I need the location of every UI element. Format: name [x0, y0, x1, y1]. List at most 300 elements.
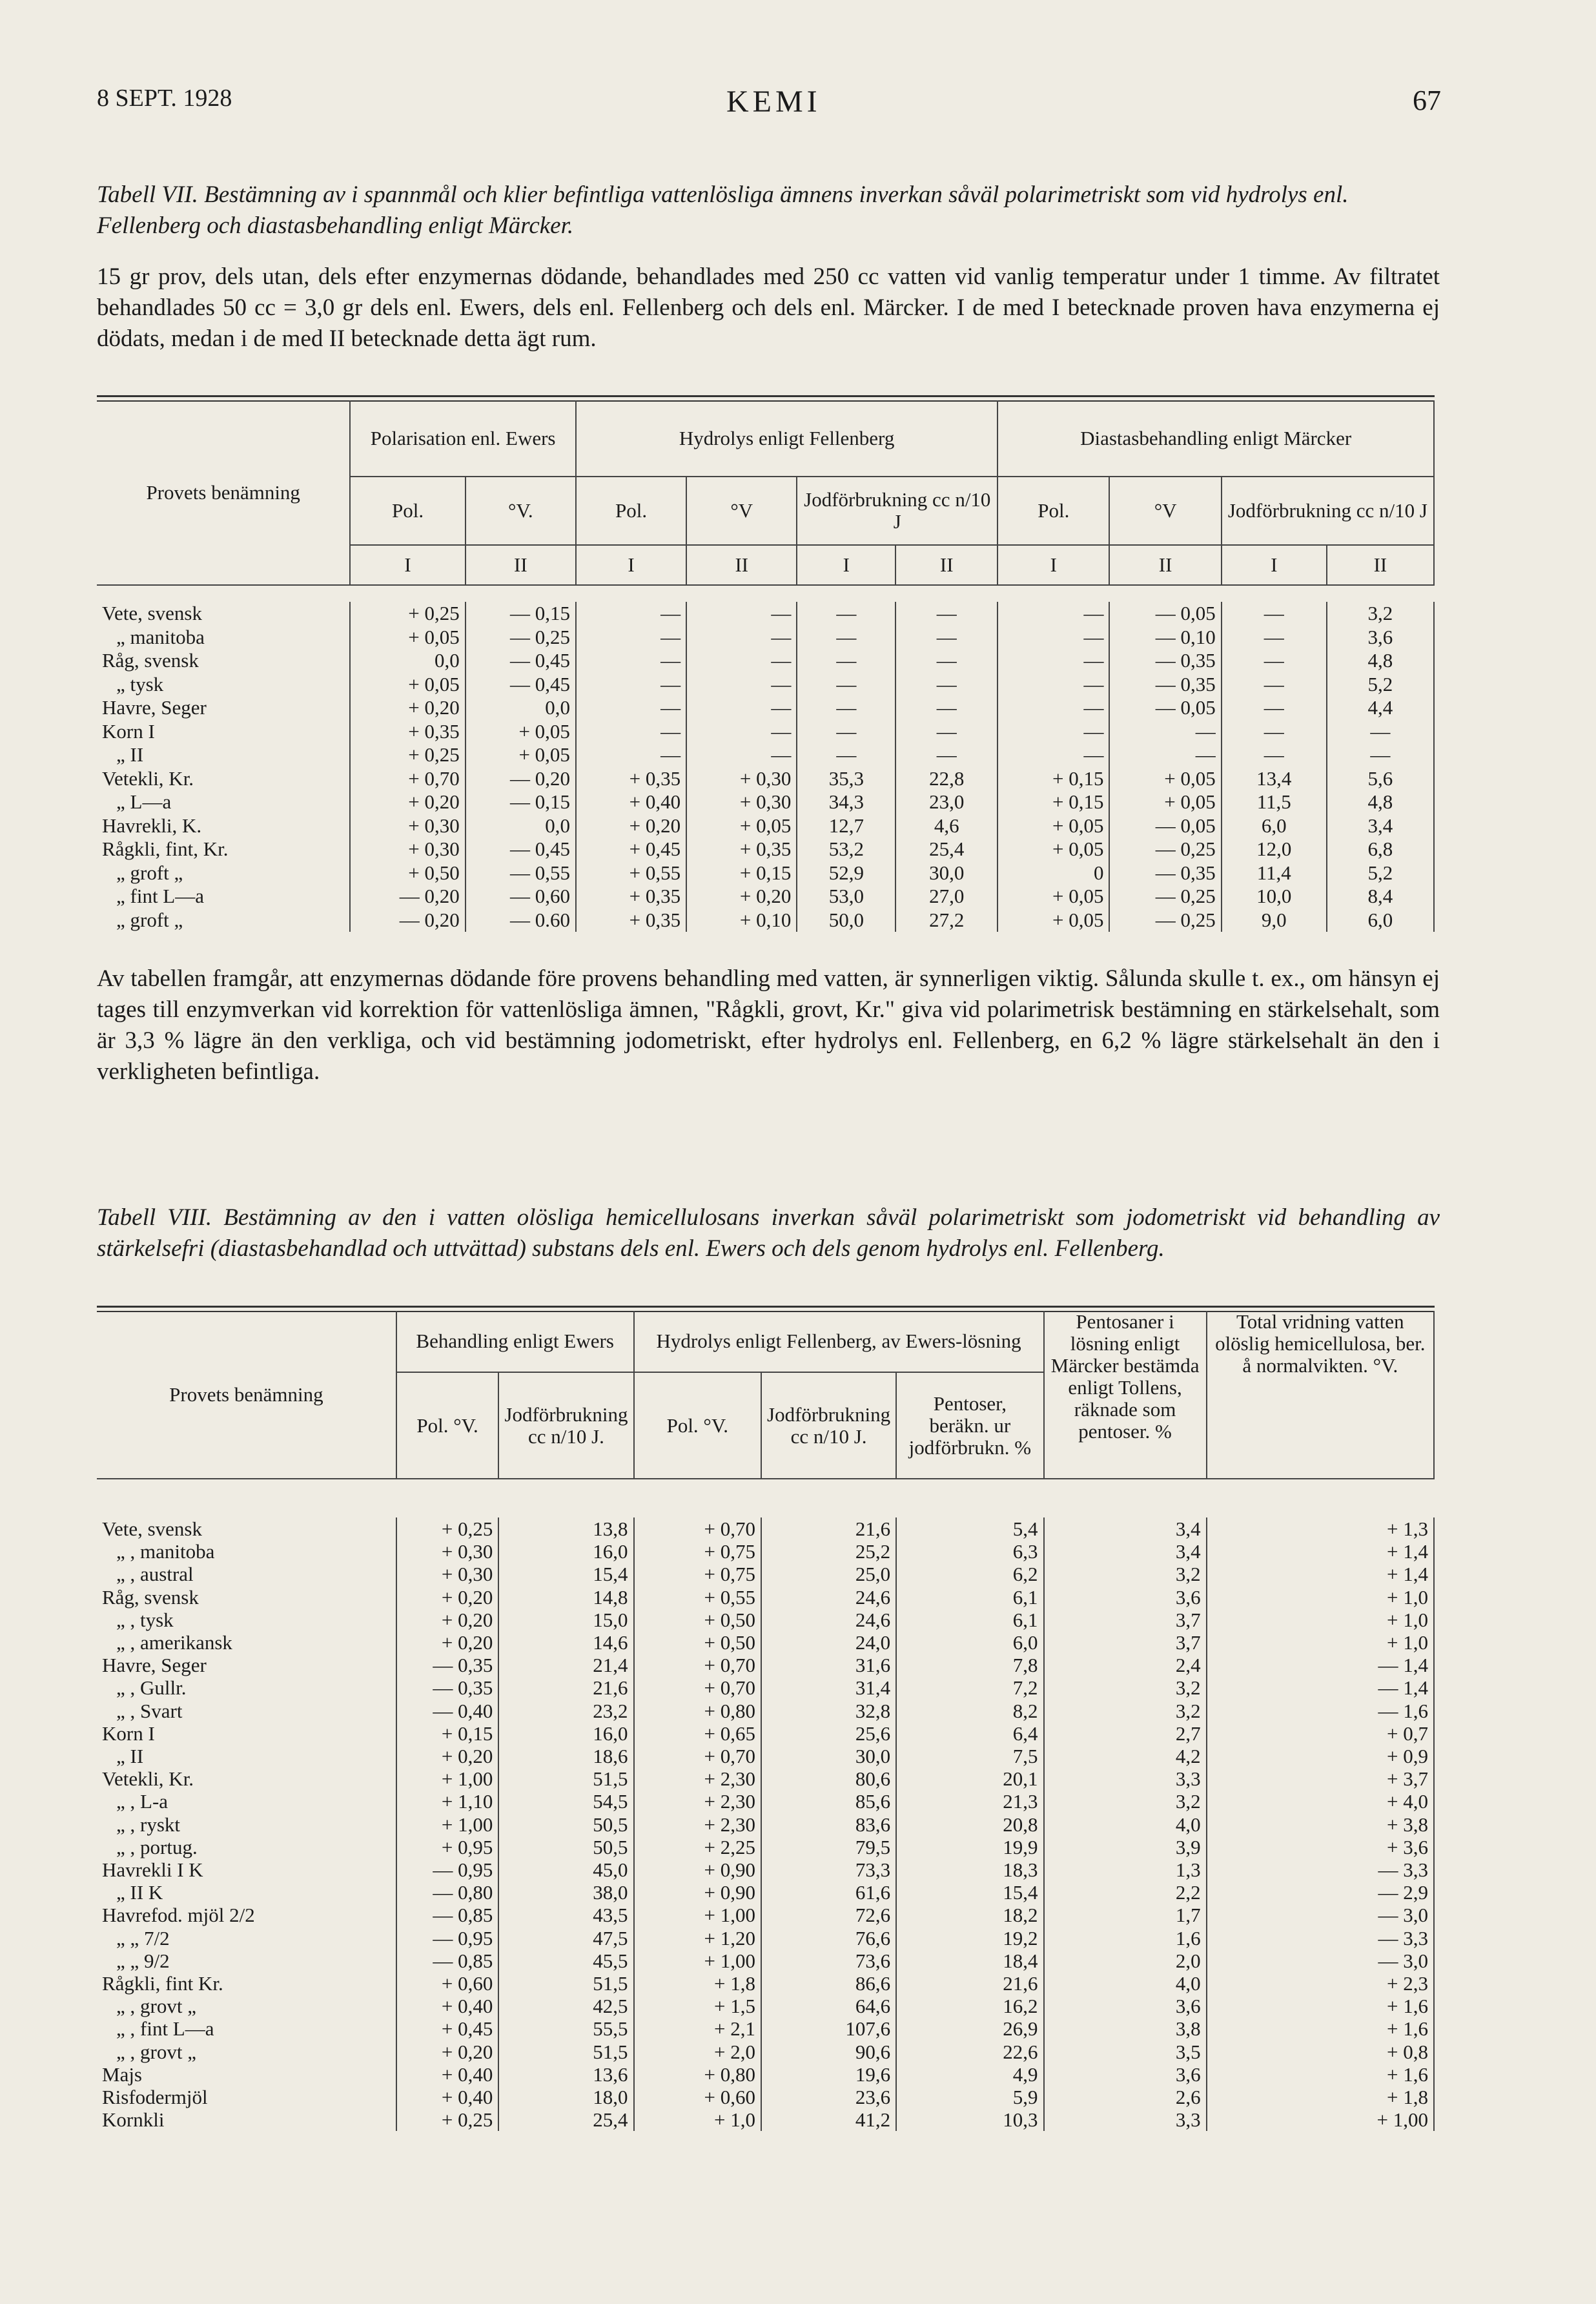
- table8-cell: + 0,15: [396, 1722, 499, 1745]
- table8-cell: 2,7: [1044, 1722, 1207, 1745]
- table7-row: [97, 838, 1434, 861]
- table7-row-name: Rågkli, fint, Kr.: [97, 838, 350, 861]
- table7-cell: + 0,30: [350, 814, 465, 838]
- table8-row: [97, 2108, 1434, 2131]
- table7-cell: — 0,10: [1109, 626, 1221, 650]
- table8-cell: + 0,95: [396, 1836, 499, 1858]
- table7-cell: + 0,50: [350, 861, 465, 885]
- table8-row: [97, 1927, 1434, 1949]
- table7-cell: + 0,40: [576, 790, 686, 814]
- table7-cell: —: [998, 626, 1109, 650]
- table7-cell: —: [1109, 720, 1221, 744]
- table8-cell: + 0,60: [396, 1972, 499, 1995]
- table8-row-name: Rågkli, fint Kr.: [97, 1972, 396, 1995]
- table8-cell: 18,2: [896, 1904, 1043, 1926]
- table8-cell: 3,3: [1044, 1767, 1207, 1790]
- table8-cell: 18,0: [498, 2086, 633, 2108]
- table8-sub-pentoser: Pentoser, beräkn. ur jodförbrukn. %: [896, 1372, 1043, 1479]
- table8-cell: 7,5: [896, 1745, 1043, 1767]
- table8-cell: — 0,40: [396, 1700, 499, 1722]
- table8-cell: 8,2: [896, 1700, 1043, 1722]
- table7-cell: + 0,05: [998, 909, 1109, 932]
- table8-cell: + 0,40: [396, 2063, 499, 2086]
- table8-cell: 21,6: [896, 1972, 1043, 1995]
- table7-cell: + 0,25: [350, 602, 465, 626]
- page-number: 67: [1413, 85, 1441, 116]
- table8-cell: + 0,40: [396, 2086, 499, 2108]
- table7-caption: Tabell VII. Bestämning av i spannmål och klier befintliga vattenlösliga ämnens inverkan såväl polarimetriskt som vid hydrolys enl. Fellenberg och diastasbehandling enligt Märcker.: [97, 181, 1349, 239]
- table8-sub-total: Total vridning vatten olöslig hemicellulosa, ber. å normalvikten. °V.: [1207, 1311, 1434, 1479]
- table7-sub-jod-2: Jodförbrukning cc n/10 J: [1222, 477, 1434, 545]
- table8-row: [97, 1609, 1434, 1631]
- table8-cell: + 0,65: [634, 1722, 761, 1745]
- table8-cell: 4,0: [1044, 1813, 1207, 1836]
- table7-cell: 23,0: [895, 790, 998, 814]
- table8-row-name: Kornkli: [97, 2108, 396, 2131]
- table8-row: [97, 1858, 1434, 1881]
- table8-sub-jod: Jodförbrukning cc n/10 J.: [498, 1372, 633, 1479]
- table8-cell: 3,7: [1044, 1609, 1207, 1631]
- table7-cell: + 0,20: [350, 696, 465, 720]
- table8-cell: + 0,80: [634, 2063, 761, 2086]
- table8-cell: 107,6: [761, 2017, 896, 2040]
- table7-roman: II: [466, 545, 576, 585]
- table7-cell: 4,6: [895, 814, 998, 838]
- table7-cell: 3,6: [1327, 626, 1434, 650]
- table8-cell: 76,6: [761, 1927, 896, 1949]
- table7-cell: —: [998, 673, 1109, 697]
- table8-cell: 6,1: [896, 1609, 1043, 1631]
- table7-col-name: Provets benämning: [97, 400, 350, 585]
- table8-row-name: „ II: [97, 1745, 396, 1767]
- table7-cell: + 0,10: [686, 909, 797, 932]
- table7-row-name: „ II: [97, 743, 350, 767]
- table8-cell: + 1,6: [1207, 2063, 1434, 2086]
- table8-cell: — 2,9: [1207, 1881, 1434, 1904]
- table8-cell: 6,2: [896, 1563, 1043, 1585]
- table7-cell: —: [797, 649, 895, 673]
- table8-row-name: „ , Svart: [97, 1700, 396, 1722]
- table7-row-name: „ groft „: [97, 861, 350, 885]
- table8-cell: — 0,85: [396, 1904, 499, 1926]
- table7-row-name: Havrekli, K.: [97, 814, 350, 838]
- table8-cell: 10,3: [896, 2108, 1043, 2131]
- table8-row: [97, 1904, 1434, 1926]
- table7-cell: 22,8: [895, 767, 998, 791]
- table8-cell: 19,6: [761, 2063, 896, 2086]
- table8-cell: + 0,8: [1207, 2041, 1434, 2063]
- table7-cell: —: [686, 720, 797, 744]
- table7-cell: —: [1222, 696, 1327, 720]
- table7-sub-v: °V.: [466, 477, 576, 545]
- table7-cell: 5,2: [1327, 861, 1434, 885]
- table8-cell: + 1,5: [634, 1995, 761, 2017]
- table7-sub-v-3: °V: [1109, 477, 1221, 545]
- table7-roman: II: [1327, 545, 1434, 585]
- table8-cell: 30,0: [761, 1745, 896, 1767]
- table8-row: [97, 1540, 1434, 1563]
- table8-row-name: Havre, Seger: [97, 1654, 396, 1676]
- table8-row: [97, 1836, 1434, 1858]
- table8-cell: 2,2: [1044, 1881, 1207, 1904]
- table7-cell: — 0,05: [1109, 602, 1221, 626]
- table7-cell: —: [1109, 743, 1221, 767]
- table7-cell: —: [797, 696, 895, 720]
- table7-cell: 52,9: [797, 861, 895, 885]
- table8-cell: + 1,0: [1207, 1609, 1434, 1631]
- table8-row-name: Korn I: [97, 1722, 396, 1745]
- table8-cell: + 0,70: [634, 1654, 761, 1676]
- table8-cell: + 0,20: [396, 2041, 499, 2063]
- table7-cell: — 0,05: [1109, 696, 1221, 720]
- table7-cell: — 0,25: [1109, 838, 1221, 861]
- table8-cell: 54,5: [498, 1790, 633, 1813]
- table7-cell: 3,4: [1327, 814, 1434, 838]
- table7-cell: — 0,20: [350, 909, 465, 932]
- table7-cell: —: [1222, 673, 1327, 697]
- table7-cell: + 0,35: [576, 909, 686, 932]
- table8-cell: 43,5: [498, 1904, 633, 1926]
- table7-row-name: „ L—a: [97, 790, 350, 814]
- table8-row: [97, 1722, 1434, 1745]
- table8-row: [97, 2086, 1434, 2108]
- table8-cell: 19,9: [896, 1836, 1043, 1858]
- table8-cell: + 0,25: [396, 2108, 499, 2131]
- table8-cell: 21,6: [761, 1517, 896, 1540]
- table7-cell: —: [686, 602, 797, 626]
- table7-group-polarisation: Polarisation enl. Ewers: [350, 400, 576, 477]
- table7-sub-pol-3: Pol.: [998, 477, 1109, 545]
- table7-cell: —: [686, 743, 797, 767]
- table8-col-name: Provets benämning: [97, 1311, 396, 1479]
- table8-cell: + 1,10: [396, 1790, 499, 1813]
- table8-cell: 25,2: [761, 1540, 896, 1563]
- table8-cell: + 0,90: [634, 1858, 761, 1881]
- table7-cell: + 0,45: [576, 838, 686, 861]
- table8-cell: 51,5: [498, 1972, 633, 1995]
- table7-roman: I: [576, 545, 686, 585]
- table7-cell: 6,8: [1327, 838, 1434, 861]
- table7-cell: —: [1327, 743, 1434, 767]
- table8-row: [97, 1813, 1434, 1836]
- table8-row: [97, 1700, 1434, 1722]
- table8-cell: 50,5: [498, 1836, 633, 1858]
- table7-cell: — 0,55: [466, 861, 576, 885]
- table8-cell: 32,8: [761, 1700, 896, 1722]
- table7-cell: + 0,05: [1109, 790, 1221, 814]
- table8-cell: — 0,95: [396, 1858, 499, 1881]
- table7-roman: I: [1222, 545, 1327, 585]
- table8-cell: + 1,0: [1207, 1631, 1434, 1654]
- table7-roman: II: [686, 545, 797, 585]
- table8-row: [97, 1881, 1434, 1904]
- table8-row-name: Råg, svensk: [97, 1586, 396, 1609]
- table8-cell: — 1,4: [1207, 1654, 1434, 1676]
- table8-cell: 73,3: [761, 1858, 896, 1881]
- table7-cell: 5,2: [1327, 673, 1434, 697]
- table8-cell: + 3,6: [1207, 1836, 1434, 1858]
- table8-cell: 25,6: [761, 1722, 896, 1745]
- table7-roman: I: [998, 545, 1109, 585]
- table8-row: [97, 1745, 1434, 1767]
- table8-cell: + 0,40: [396, 1995, 499, 2017]
- table7-cell: 5,6: [1327, 767, 1434, 791]
- table7-cell: + 0,25: [350, 743, 465, 767]
- table8-cell: + 3,7: [1207, 1767, 1434, 1790]
- table7-cell: —: [998, 649, 1109, 673]
- table7-row: [97, 602, 1434, 626]
- table7-cell: — 0,35: [1109, 649, 1221, 673]
- table8-cell: 21,6: [498, 1676, 633, 1699]
- table8-cell: + 0,30: [396, 1563, 499, 1585]
- table8-cell: 15,0: [498, 1609, 633, 1631]
- table8-cell: 3,2: [1044, 1790, 1207, 1813]
- table7-cell: 13,4: [1222, 767, 1327, 791]
- table8-cell: 42,5: [498, 1995, 633, 2017]
- table7-cell: — 0,20: [466, 767, 576, 791]
- table7-discussion: Av tabellen framgår, att enzymernas dödande före provens behandling med vatten, är synnerligen viktig. Sålunda skulle t. ex., om hänsyn ej tages till enzymverkan vid korrektion för vattenlösliga ämnen, "Rågkli, grovt, Kr." giva vid polarimetrisk bestämning en stärkelsehalt, som är 3,3 % lägre än den verkliga, och vid bestämning jodometriskt, efter hydrolys enl. Fellenberg, en 6,2 % lägre stärkelsehalt än den i verkligheten befintliga.: [97, 965, 1440, 1085]
- table8-cell: 16,0: [498, 1540, 633, 1563]
- table7-cell: + 0,05: [686, 814, 797, 838]
- table8-cell: + 2,0: [634, 2041, 761, 2063]
- table8-cell: 61,6: [761, 1881, 896, 1904]
- table7-cell: — 0,15: [466, 602, 576, 626]
- table7-cell: + 0,20: [576, 814, 686, 838]
- table8-cell: 3,2: [1044, 1700, 1207, 1722]
- table7-cell: 53,2: [797, 838, 895, 861]
- table8-cell: — 0,85: [396, 1949, 499, 1972]
- table8-cell: 4,0: [1044, 1972, 1207, 1995]
- table8-row-name: Risfodermjöl: [97, 2086, 396, 2108]
- table7-cell: 4,8: [1327, 790, 1434, 814]
- table8-row-name: „ , tysk: [97, 1609, 396, 1631]
- table8-cell: + 0,50: [634, 1609, 761, 1631]
- table8-cell: + 1,4: [1207, 1540, 1434, 1563]
- table7-cell: —: [895, 743, 998, 767]
- table8-cell: 3,9: [1044, 1836, 1207, 1858]
- table8-cell: 18,4: [896, 1949, 1043, 1972]
- table8-cell: 31,4: [761, 1676, 896, 1699]
- table8-cell: 45,0: [498, 1858, 633, 1881]
- table7-cell: + 0,30: [350, 838, 465, 861]
- table8-cell: + 2,3: [1207, 1972, 1434, 1995]
- table8-cell: + 1,8: [1207, 2086, 1434, 2108]
- table8-cell: 6,1: [896, 1586, 1043, 1609]
- table8-row: [97, 1654, 1434, 1676]
- table7-cell: —: [797, 743, 895, 767]
- table7-intro: 15 gr prov, dels utan, dels efter enzymernas dödande, behandlades med 250 cc vatten vid vanlig temperatur under 1 timme. Av filtratet behandlades 50 cc = 3,0 gr dels enl. Ewers, dels enl. Fellenberg och dels enl. Märcker. I de med I betecknade proven hava enzymerna ej dödats, medan i de med II betecknade detta ägt rum.: [97, 263, 1440, 352]
- table7-row: [97, 626, 1434, 650]
- table7-cell: 9,0: [1222, 909, 1327, 932]
- table8-row-name: „ , amerikansk: [97, 1631, 396, 1654]
- table8-row-name: „ , grovt „: [97, 1995, 396, 2017]
- table7-cell: — 0,25: [1109, 885, 1221, 909]
- table8-row-name: „ , grovt „: [97, 2041, 396, 2063]
- table8-cell: 6,0: [896, 1631, 1043, 1654]
- table8-cell: 3,8: [1044, 2017, 1207, 2040]
- table8-cell: + 3,8: [1207, 1813, 1434, 1836]
- table8-cell: + 0,20: [396, 1631, 499, 1654]
- table8-cell: 86,6: [761, 1972, 896, 1995]
- table8-row-name: „ , portug.: [97, 1836, 396, 1858]
- table7-top-rule: [97, 395, 1435, 397]
- table8-cell: + 0,60: [634, 2086, 761, 2108]
- table8-cell: 5,9: [896, 2086, 1043, 2108]
- table8-cell: + 0,7: [1207, 1722, 1434, 1745]
- table7-cell: + 0,15: [686, 861, 797, 885]
- table8-cell: 83,6: [761, 1813, 896, 1836]
- table7-cell: + 0,05: [466, 720, 576, 744]
- table7-cell: —: [576, 696, 686, 720]
- table8-cell: + 1,4: [1207, 1563, 1434, 1585]
- table7-cell: 4,4: [1327, 696, 1434, 720]
- table8-cell: 16,2: [896, 1995, 1043, 2017]
- table8-cell: + 1,00: [634, 1904, 761, 1926]
- table7-row: [97, 885, 1434, 909]
- table7-cell: —: [797, 602, 895, 626]
- table7-cell: —: [895, 696, 998, 720]
- table8-cell: 2,6: [1044, 2086, 1207, 2108]
- table8-cell: 23,6: [761, 2086, 896, 2108]
- table8-row: [97, 1995, 1434, 2017]
- table8-cell: + 0,25: [396, 1517, 499, 1540]
- table7-cell: + 0,05: [350, 673, 465, 697]
- table8-cell: 21,4: [498, 1654, 633, 1676]
- table8-cell: 1,7: [1044, 1904, 1207, 1926]
- table8-cell: + 1,00: [396, 1767, 499, 1790]
- table7-cell: 35,3: [797, 767, 895, 791]
- table8-cell: — 1,4: [1207, 1676, 1434, 1699]
- table7-cell: 4,8: [1327, 649, 1434, 673]
- table8-cell: 20,1: [896, 1767, 1043, 1790]
- table8-cell: + 1,3: [1207, 1517, 1434, 1540]
- table7-cell: 53,0: [797, 885, 895, 909]
- table7-roman: I: [797, 545, 895, 585]
- table7-cell: — 0,25: [466, 626, 576, 650]
- table7-sub-v-2: °V: [686, 477, 797, 545]
- table7-cell: + 0,55: [576, 861, 686, 885]
- table8-cell: — 3,0: [1207, 1949, 1434, 1972]
- table8-cell: + 0,90: [634, 1881, 761, 1904]
- table8-row-name: „ , austral: [97, 1563, 396, 1585]
- table7-sub-pol: Pol.: [350, 477, 465, 545]
- table8-cell: 3,2: [1044, 1563, 1207, 1585]
- table7-cell: + 0,15: [998, 767, 1109, 791]
- table7-cell: 0,0: [466, 696, 576, 720]
- table8-cell: + 0,70: [634, 1745, 761, 1767]
- journal-title: KEMI: [726, 85, 821, 119]
- table8-cell: + 1,00: [396, 1813, 499, 1836]
- table8-cell: 47,5: [498, 1927, 633, 1949]
- table7-row-name: Vete, svensk: [97, 602, 350, 626]
- table7-row-name: „ groft „: [97, 909, 350, 932]
- table8-row: [97, 2041, 1434, 2063]
- table7-cell: —: [1222, 626, 1327, 650]
- table7-row-name: Råg, svensk: [97, 649, 350, 673]
- table8-cell: + 2,30: [634, 1813, 761, 1836]
- table7-group-hydrolys: Hydrolys enligt Fellenberg: [576, 400, 998, 477]
- table7-cell: — 0,35: [1109, 861, 1221, 885]
- table8-cell: + 1,20: [634, 1927, 761, 1949]
- table8-cell: 50,5: [498, 1813, 633, 1836]
- table7-cell: 0: [998, 861, 1109, 885]
- table8-cell: + 0,9: [1207, 1745, 1434, 1767]
- table7-row: [97, 696, 1434, 720]
- table8-cell: 45,5: [498, 1949, 633, 1972]
- table8-group-hydrolys: Hydrolys enligt Fellenberg, av Ewers-lösning: [634, 1311, 1044, 1372]
- table7-cell: + 0,05: [1109, 767, 1221, 791]
- table8: [97, 1311, 1435, 2131]
- table7-cell: 6,0: [1222, 814, 1327, 838]
- table7-row: [97, 649, 1434, 673]
- table8-cell: 4,2: [1044, 1745, 1207, 1767]
- table8-row: [97, 1972, 1434, 1995]
- table7-cell: —: [895, 720, 998, 744]
- table7-cell: —: [1222, 649, 1327, 673]
- table7-cell: + 0,35: [576, 885, 686, 909]
- table8-cell: + 4,0: [1207, 1790, 1434, 1813]
- table7-row: [97, 720, 1434, 744]
- table7-sub-pol-2: Pol.: [576, 477, 686, 545]
- table7-cell: — 0.60: [466, 909, 576, 932]
- table7-cell: + 0,05: [998, 838, 1109, 861]
- table8-row-name: Havrefod. mjöl 2/2: [97, 1904, 396, 1926]
- table7-cell: —: [895, 649, 998, 673]
- table8-cell: 2,0: [1044, 1949, 1207, 1972]
- table8-row-name: Vete, svensk: [97, 1517, 396, 1540]
- table8-cell: 6,3: [896, 1540, 1043, 1563]
- table8-cell: + 2,30: [634, 1767, 761, 1790]
- table7-cell: 3,2: [1327, 602, 1434, 626]
- table7-cell: — 0,45: [466, 838, 576, 861]
- table8-cell: 51,5: [498, 1767, 633, 1790]
- table8-row-name: „ , L-a: [97, 1790, 396, 1813]
- table8-cell: + 1,00: [634, 1949, 761, 1972]
- table7-row: [97, 767, 1434, 791]
- table7-cell: —: [895, 602, 998, 626]
- table7-cell: 6,0: [1327, 909, 1434, 932]
- table7-cell: + 0,35: [686, 838, 797, 861]
- table8-cell: + 1,6: [1207, 2017, 1434, 2040]
- table8-cell: + 0,20: [396, 1586, 499, 1609]
- table7-cell: —: [998, 602, 1109, 626]
- table8-cell: 24,6: [761, 1609, 896, 1631]
- table8-caption: Tabell VIII. Bestämning av den i vatten olösliga hemicellulosans inverkan såväl polarimetriskt som jodometriskt vid behandling av stärkelsefri (diastasbehandlad och uttvättad) substans dels enl. Ewers och dels genom hydrolys enl. Fellenberg.: [97, 1204, 1440, 1262]
- table8-cell: + 0,70: [634, 1517, 761, 1540]
- table8-top-rule: [97, 1306, 1435, 1308]
- table8-cell: + 0,55: [634, 1586, 761, 1609]
- table8-cell: — 3,3: [1207, 1858, 1434, 1881]
- table7-cell: —: [576, 626, 686, 650]
- table8-cell: 25,0: [761, 1563, 896, 1585]
- table8-cell: — 3,0: [1207, 1904, 1434, 1926]
- table8-row: [97, 2017, 1434, 2040]
- table7-cell: —: [797, 720, 895, 744]
- table7-cell: —: [797, 626, 895, 650]
- table8-cell: + 0,50: [634, 1631, 761, 1654]
- table8-cell: + 0,70: [634, 1676, 761, 1699]
- table8-row-name: Havrekli I K: [97, 1858, 396, 1881]
- table8-cell: 79,5: [761, 1836, 896, 1858]
- table8-cell: + 2,1: [634, 2017, 761, 2040]
- table8-cell: 1,3: [1044, 1858, 1207, 1881]
- table8-cell: — 3,3: [1207, 1927, 1434, 1949]
- table8-cell: + 1,00: [1207, 2108, 1434, 2131]
- table8-cell: 15,4: [896, 1881, 1043, 1904]
- table8-cell: 24,0: [761, 1631, 896, 1654]
- table7-cell: — 0,60: [466, 885, 576, 909]
- table7-row: [97, 814, 1434, 838]
